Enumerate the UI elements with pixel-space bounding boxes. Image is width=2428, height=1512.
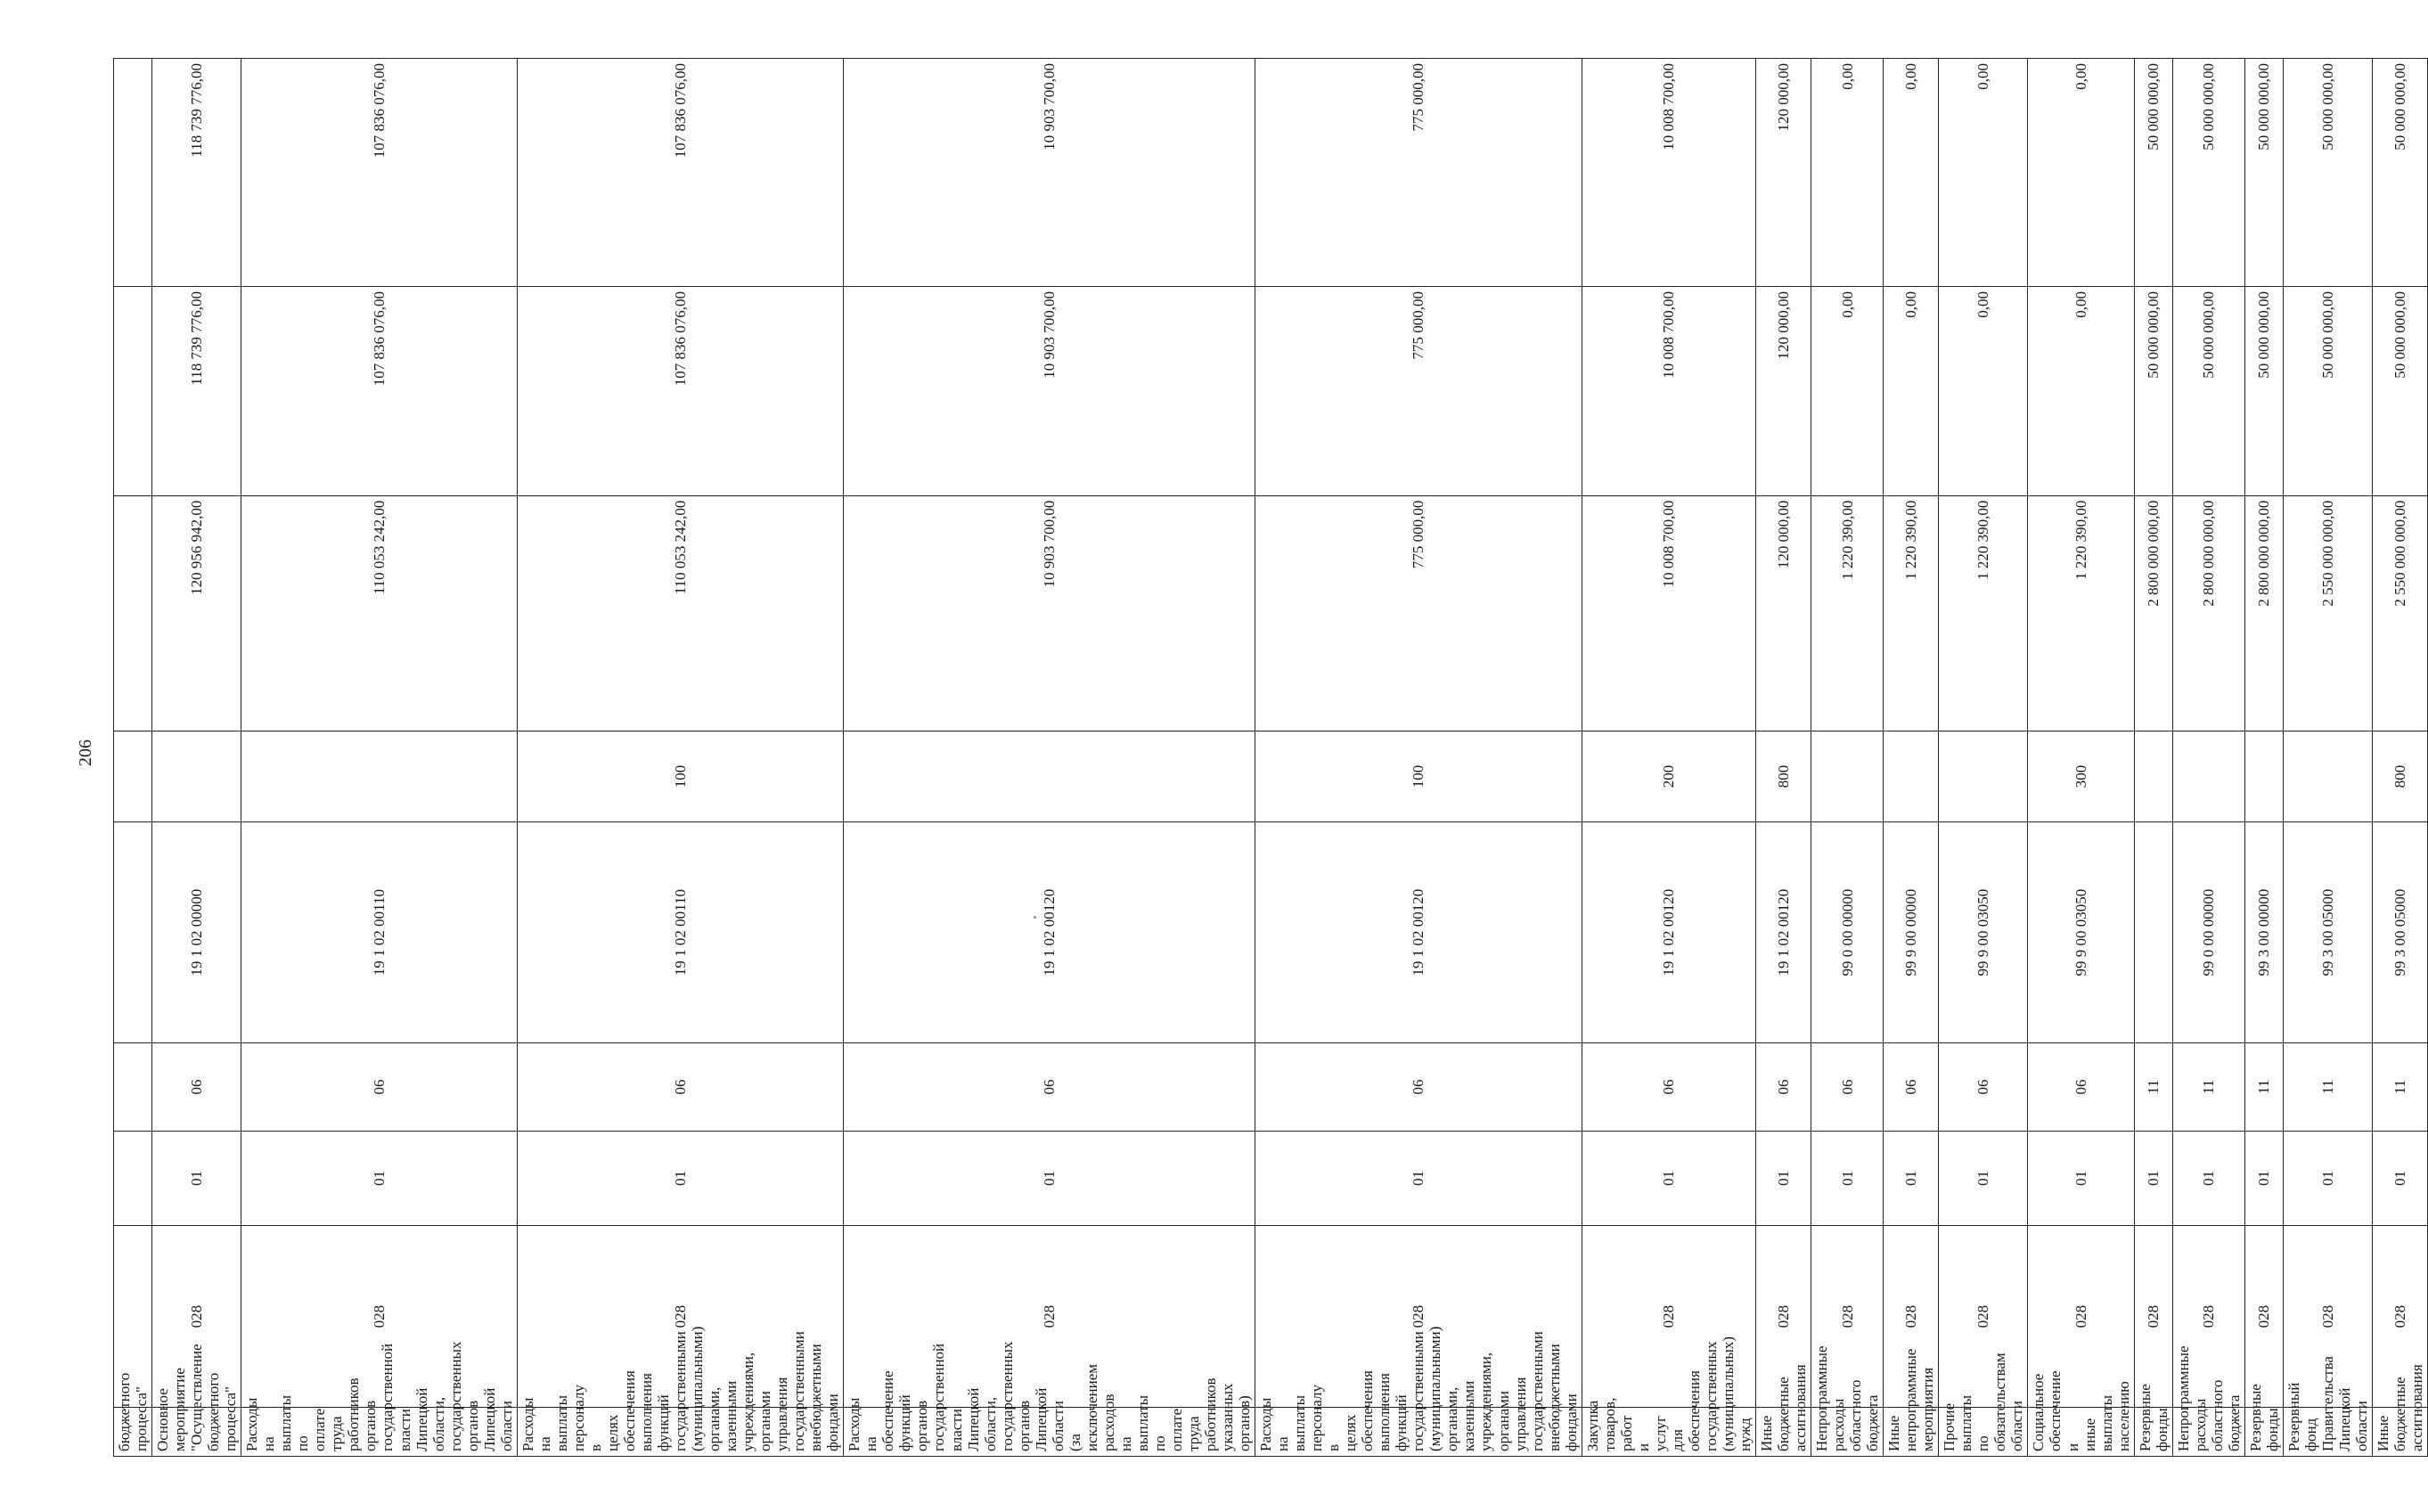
sum-year3-cell: 107 836 076,00 — [517, 59, 844, 287]
sum-year2-cell: 775 000,00 — [1255, 287, 1582, 496]
sum-year2-cell: 50 000 000,00 — [2134, 287, 2172, 496]
department-cell: 028 — [2134, 1225, 2172, 1408]
target-article-cell: 19 1 02 00120 — [1255, 822, 1582, 1043]
subsection-cell: 06 — [517, 1042, 844, 1131]
scan-dot — [1034, 916, 1036, 919]
table-row — [1884, 59, 1939, 1457]
subsection-cell: 06 — [844, 1042, 1255, 1131]
sum-year3-cell: 120 000,00 — [1755, 59, 1811, 287]
sum-year3-cell: 0,00 — [1884, 59, 1939, 287]
expense-type-cell — [2244, 731, 2283, 821]
target-article-cell: 99 0 00 00000 — [2172, 822, 2244, 1043]
table-row — [1582, 59, 1755, 1457]
target-article-cell: 19 1 02 00110 — [241, 822, 518, 1043]
table-row — [1255, 59, 1582, 1457]
sum-year3-cell: 10 903 700,00 — [844, 59, 1255, 287]
item-name-cell: Резервные фонды — [2244, 1408, 2283, 1457]
table-row — [152, 59, 241, 1457]
item-name-cell: Непрограммные расходы областного бюджета — [2172, 1408, 2244, 1457]
table-row — [1939, 59, 2028, 1457]
department-cell: 028 — [152, 1225, 241, 1408]
expense-type-cell — [1939, 731, 2028, 821]
table-row — [2373, 59, 2428, 1457]
sum-year2-cell: 0,00 — [1939, 287, 2028, 496]
subsection-cell: 11 — [2244, 1042, 2283, 1131]
target-article-cell: 99 9 00 03050 — [1939, 822, 2028, 1043]
target-article-cell: 99 0 00 00000 — [1811, 822, 1884, 1043]
subsection-cell: 06 — [1811, 1042, 1884, 1131]
sum-year1-cell: 10 903 700,00 — [844, 495, 1255, 731]
target-article-cell: 99 3 00 00000 — [2244, 822, 2283, 1043]
target-article-cell: 99 9 00 00000 — [1884, 822, 1939, 1043]
sum-year3-cell: 0,00 — [1811, 59, 1884, 287]
expense-type-cell — [2283, 731, 2372, 821]
table-row — [517, 59, 844, 1457]
expense-type-cell — [1884, 731, 1939, 821]
sum-year3-cell: 50 000 000,00 — [2134, 59, 2172, 287]
section-cell — [114, 1132, 152, 1226]
section-cell: 01 — [844, 1132, 1255, 1226]
expense-type-cell: 100 — [1255, 731, 1582, 821]
table-row — [2028, 59, 2134, 1457]
expense-type-cell — [114, 731, 152, 821]
expense-type-cell — [2172, 731, 2244, 821]
sum-year1-cell: 120 000,00 — [1755, 495, 1811, 731]
section-cell: 01 — [2283, 1132, 2372, 1226]
section-cell: 01 — [517, 1132, 844, 1226]
sum-year3-cell: 0,00 — [1939, 59, 2028, 287]
sum-year2-cell: 107 836 076,00 — [241, 287, 518, 496]
section-cell: 01 — [1884, 1132, 1939, 1226]
department-cell: 028 — [2244, 1225, 2283, 1408]
sum-year2-cell: 120 000,00 — [1755, 287, 1811, 496]
department-cell: 028 — [2028, 1225, 2134, 1408]
expense-type-cell — [2134, 731, 2172, 821]
sum-year2-cell: 0,00 — [1884, 287, 1939, 496]
department-cell: 028 — [2373, 1225, 2428, 1408]
subsection-cell: 06 — [2028, 1042, 2134, 1131]
subsection-cell: 06 — [1939, 1042, 2028, 1131]
target-article-cell: 99 9 00 03050 — [2028, 822, 2134, 1043]
target-article-cell: 99 3 00 05000 — [2283, 822, 2372, 1043]
target-article-cell: 19 1 02 00000 — [152, 822, 241, 1043]
department-cell: 028 — [1255, 1225, 1582, 1408]
sum-year2-cell: 50 000 000,00 — [2244, 287, 2283, 496]
section-cell: 01 — [2373, 1132, 2428, 1226]
department-cell: 028 — [1582, 1225, 1755, 1408]
sum-year1-cell: 10 008 700,00 — [1582, 495, 1755, 731]
item-name-cell: Непрограммные расходы областного бюджета — [1811, 1408, 1884, 1457]
item-name-cell: Иные бюджетные ассигнования — [2373, 1408, 2428, 1457]
sum-year2-cell: 10 903 700,00 — [844, 287, 1255, 496]
page-number: 206 — [76, 740, 95, 766]
expense-type-cell: 800 — [2373, 731, 2428, 821]
target-article-cell — [2134, 822, 2172, 1043]
sum-year3-cell: 50 000 000,00 — [2172, 59, 2244, 287]
expense-type-cell — [241, 731, 518, 821]
subsection-cell: 11 — [2373, 1042, 2428, 1131]
sum-year3-cell: 50 000 000,00 — [2373, 59, 2428, 287]
target-article-cell: 19 1 02 00120 — [844, 822, 1255, 1043]
target-article-cell: 19 1 02 00110 — [517, 822, 844, 1043]
sum-year2-cell: 0,00 — [1811, 287, 1884, 496]
table-row — [2244, 59, 2283, 1457]
section-cell: 01 — [2172, 1132, 2244, 1226]
table-row — [2283, 59, 2372, 1457]
sum-year1-cell: 2 800 000 000,00 — [2134, 495, 2172, 731]
item-name-cell: Иные непрограммные мероприятия — [1884, 1408, 1939, 1457]
sum-year2-cell: 50 000 000,00 — [2373, 287, 2428, 496]
section-cell: 01 — [2244, 1132, 2283, 1226]
department-cell: 028 — [241, 1225, 518, 1408]
sum-year1-cell: 1 220 390,00 — [1884, 495, 1939, 731]
department-cell: 028 — [2283, 1225, 2372, 1408]
sum-year1-cell: 2 800 000 000,00 — [2172, 495, 2244, 731]
section-cell: 01 — [2028, 1132, 2134, 1226]
sum-year1-cell: 120 956 942,00 — [152, 495, 241, 731]
department-cell: 028 — [517, 1225, 844, 1408]
table-row — [844, 59, 1255, 1457]
subsection-cell: 06 — [241, 1042, 518, 1131]
subsection-cell: 11 — [2172, 1042, 2244, 1131]
section-cell: 01 — [2134, 1132, 2172, 1226]
budget-table — [113, 58, 2428, 1457]
sum-year2-cell: 50 000 000,00 — [2172, 287, 2244, 496]
expense-type-cell — [844, 731, 1255, 821]
sum-year1-cell — [114, 495, 152, 731]
sum-year1-cell: 775 000,00 — [1255, 495, 1582, 731]
item-name-cell: Расходы на выплаты по оплате труда работников органов государственной власти Липецкой области, государственных органов Липецкой области — [241, 1408, 518, 1457]
sum-year3-cell: 118 739 776,00 — [152, 59, 241, 287]
table-row — [1755, 59, 1811, 1457]
budget-table-body — [114, 59, 2428, 1457]
sum-year2-cell: 107 836 076,00 — [517, 287, 844, 496]
sum-year2-cell: 50 000 000,00 — [2283, 287, 2372, 496]
expense-type-cell: 100 — [517, 731, 844, 821]
item-name-cell: Иные бюджетные ассигнования — [1755, 1408, 1811, 1457]
target-article-cell: 99 3 00 05000 — [2373, 822, 2428, 1043]
section-cell: 01 — [1811, 1132, 1884, 1226]
sum-year3-cell: 10 008 700,00 — [1582, 59, 1755, 287]
department-cell: 028 — [2172, 1225, 2244, 1408]
sum-year2-cell — [114, 287, 152, 496]
subsection-cell: 06 — [1582, 1042, 1755, 1131]
item-name-cell: Прочие выплаты по обязательствам области — [1939, 1408, 2028, 1457]
table-row — [2172, 59, 2244, 1457]
sum-year3-cell — [114, 59, 152, 287]
sum-year1-cell: 2 800 000 000,00 — [2244, 495, 2283, 731]
sum-year3-cell: 50 000 000,00 — [2283, 59, 2372, 287]
expense-type-cell: 800 — [1755, 731, 1811, 821]
item-name-cell: Социальное обеспечение и иные выплаты населению — [2028, 1408, 2134, 1457]
sum-year2-cell: 118 739 776,00 — [152, 287, 241, 496]
subsection-cell: 06 — [1884, 1042, 1939, 1131]
table-row — [241, 59, 518, 1457]
table-row — [114, 59, 152, 1457]
section-cell: 01 — [1939, 1132, 2028, 1226]
sum-year1-cell: 110 053 242,00 — [241, 495, 518, 731]
expense-type-cell: 200 — [1582, 731, 1755, 821]
budget-table-container — [113, 58, 2426, 1457]
item-name-cell: Резервные фонды — [2134, 1408, 2172, 1457]
sum-year1-cell: 1 220 390,00 — [1811, 495, 1884, 731]
sum-year2-cell: 0,00 — [2028, 287, 2134, 496]
section-cell: 01 — [241, 1132, 518, 1226]
item-name-cell: Резервный фонд Правительства Липецкой области — [2283, 1408, 2372, 1457]
sum-year3-cell: 0,00 — [2028, 59, 2134, 287]
sum-year3-cell: 107 836 076,00 — [241, 59, 518, 287]
sum-year3-cell: 50 000 000,00 — [2244, 59, 2283, 287]
subsection-cell: 06 — [1755, 1042, 1811, 1131]
department-cell: 028 — [1884, 1225, 1939, 1408]
department-cell: 028 — [1939, 1225, 2028, 1408]
item-name-cell: Закупка товаров, работ и услуг для обеспечения государственных (муниципальных) нужд — [1582, 1408, 1755, 1457]
item-name-cell: Основное мероприятие "Осуществление бюджетного процесса" — [152, 1408, 241, 1457]
subsection-cell: 06 — [1255, 1042, 1582, 1131]
section-cell: 01 — [1255, 1132, 1582, 1226]
department-cell: 028 — [844, 1225, 1255, 1408]
target-article-cell: 19 1 02 00120 — [1755, 822, 1811, 1043]
subsection-cell: 11 — [2283, 1042, 2372, 1131]
sum-year1-cell: 1 220 390,00 — [1939, 495, 2028, 731]
expense-type-cell: 300 — [2028, 731, 2134, 821]
item-name-cell: бюджетного процесса" — [114, 1408, 152, 1457]
subsection-cell — [114, 1042, 152, 1131]
target-article-cell: 19 1 02 00120 — [1582, 822, 1755, 1043]
section-cell: 01 — [1582, 1132, 1755, 1226]
sum-year3-cell: 775 000,00 — [1255, 59, 1582, 287]
expense-type-cell — [1811, 731, 1884, 821]
sum-year2-cell: 10 008 700,00 — [1582, 287, 1755, 496]
table-row — [2134, 59, 2172, 1457]
item-name-cell: Расходы на обеспечение функций органов государственной власти Липецкой области, государственных органов Липецкой области (за исключением расходов на выплаты по оплате труда работников указанных органов) — [844, 1408, 1255, 1457]
department-cell: 028 — [1755, 1225, 1811, 1408]
sum-year1-cell: 2 550 000 000,00 — [2373, 495, 2428, 731]
table-row — [1811, 59, 1884, 1457]
sum-year1-cell: 2 550 000 000,00 — [2283, 495, 2372, 731]
section-cell: 01 — [152, 1132, 241, 1226]
item-name-cell: Расходы на выплаты персоналу в целях обеспечения выполнения функций государственными (муниципальными) органами, казенными учреждениями, органами управления государственными внебюджетными фондами — [1255, 1408, 1582, 1457]
subsection-cell: 11 — [2134, 1042, 2172, 1131]
department-cell: 028 — [1811, 1225, 1884, 1408]
sum-year1-cell: 1 220 390,00 — [2028, 495, 2134, 731]
item-name-cell: Расходы на выплаты персоналу в целях обеспечения выполнения функций государственными (муниципальными) органами, казенными учреждениями, органами управления государственными внебюджетными фондами — [517, 1408, 844, 1457]
subsection-cell: 06 — [152, 1042, 241, 1131]
section-cell: 01 — [1755, 1132, 1811, 1226]
expense-type-cell — [152, 731, 241, 821]
sum-year1-cell: 110 053 242,00 — [517, 495, 844, 731]
target-article-cell — [114, 822, 152, 1043]
